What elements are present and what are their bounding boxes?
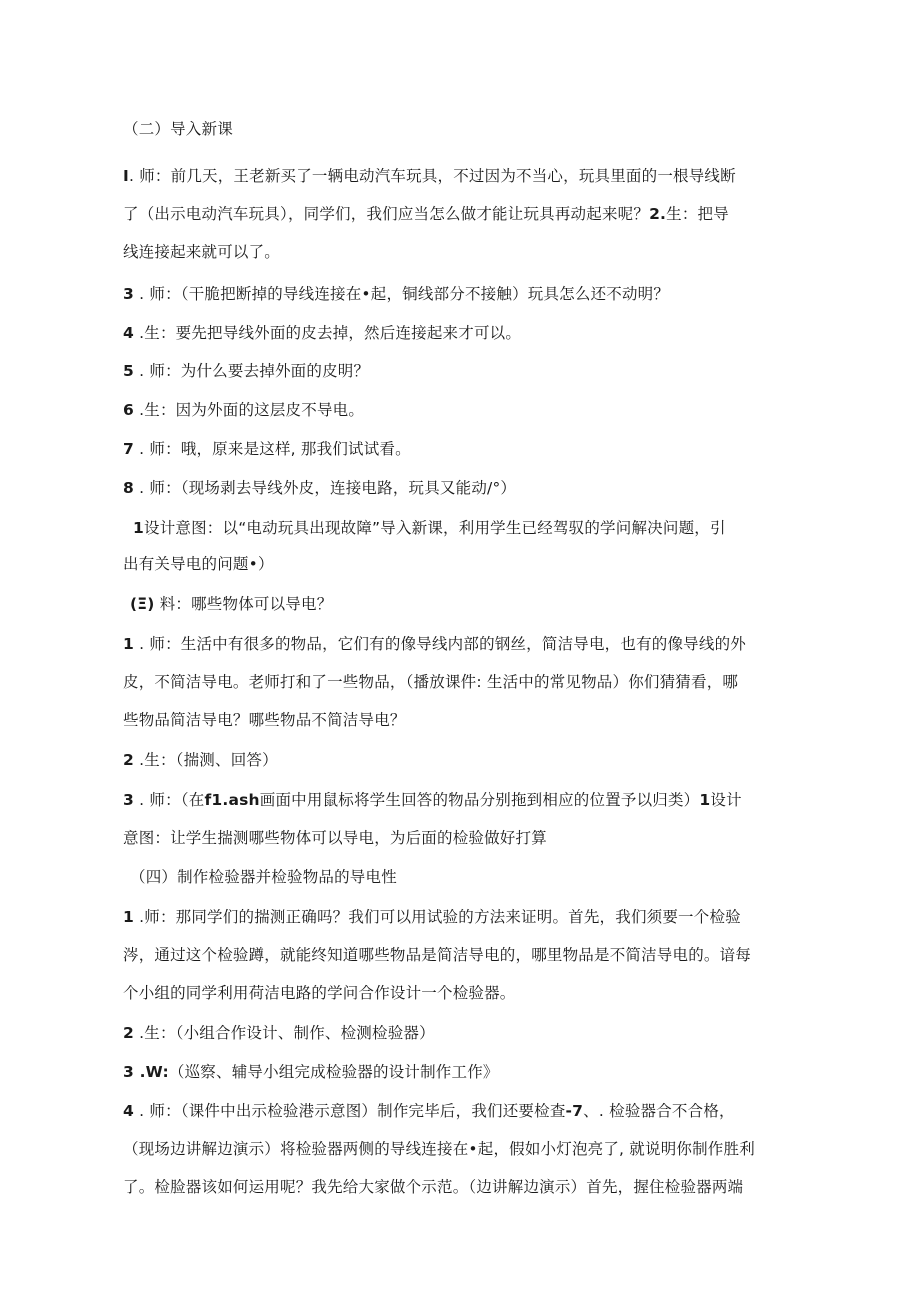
item-number: 3 bbox=[123, 285, 134, 303]
paragraph-text: . 师：哦，原来是这样, 那我们试试看。 bbox=[134, 440, 411, 458]
item-number: 1 bbox=[699, 791, 711, 809]
paragraph-line bbox=[123, 241, 280, 263]
flash-term: f1.ash bbox=[204, 791, 260, 809]
speaker-label: .W: bbox=[134, 1063, 169, 1081]
section-heading-3 bbox=[130, 593, 332, 615]
paragraph-line bbox=[123, 438, 411, 460]
section-heading-marker: (Ξ) bbox=[130, 595, 155, 613]
paragraph-text: .生：（小组合作设计、制作、检测检验器） bbox=[134, 1024, 435, 1042]
paragraph-text: 些物品简洁导电？哪些物品不简洁导电？ bbox=[123, 711, 406, 729]
paragraph-text: 生：把导 bbox=[666, 205, 729, 223]
item-number: 3 bbox=[123, 791, 134, 809]
design-intent-line bbox=[133, 517, 726, 539]
paragraph-text: . 师：（现场剥去导线外皮，连接电路，玩具又能动/°） bbox=[134, 479, 517, 497]
bold-fragment: -7 bbox=[565, 1102, 584, 1120]
section-heading-text: （四）制作检验器并检验物品的导电性 bbox=[130, 868, 397, 886]
paragraph-text: .生：因为外面的这层皮不导电。 bbox=[134, 401, 365, 419]
paragraph-text: 了。检脸器该如何运用呢？我先给大家做个示范。（边讲解边演示）首先，握住检验器两端 bbox=[123, 1178, 744, 1196]
paragraph-text: （巡察、辅导小组完成检验器的设计制作工作》 bbox=[168, 1063, 499, 1081]
paragraph-line bbox=[123, 360, 369, 382]
paragraph-text: 意图：让学生揣测哪些物体可以导电，为后面的检验做好打算 bbox=[123, 829, 547, 847]
paragraph-text: .生：（揣测、回答） bbox=[134, 751, 278, 769]
paragraph-text: 线连接起来就可以了。 bbox=[123, 243, 281, 261]
paragraph-line bbox=[123, 322, 521, 344]
paragraph-line bbox=[123, 671, 738, 693]
paragraph-line bbox=[123, 749, 278, 771]
paragraph-text: 涔，通过这个检验蹲，就能终知道哪些物品是简洁导电的，哪里物品是不简洁导电的。谙每 bbox=[123, 946, 752, 964]
item-number: 7 bbox=[123, 440, 134, 458]
item-number: 4 bbox=[123, 324, 134, 342]
item-number: 6 bbox=[123, 401, 134, 419]
paragraph-text: 设计意图：以“电动玩具出现故障”导入新课，利用学生已经驾驭的学问解决问题，引 bbox=[144, 519, 726, 537]
paragraph-text: 设计 bbox=[710, 791, 742, 809]
paragraph-text: . 师：（在 bbox=[134, 791, 205, 809]
paragraph-text: 个小组的同学利用荷洁电路的学问合作设计一个检验器。 bbox=[123, 984, 516, 1002]
paragraph-text: （现场边讲解边演示）将检验器两侧的导线连接在•起，假如小灯泡亮了, 就说明你制作胜利 bbox=[123, 1140, 755, 1158]
paragraph-text: 、. 检验器合不合格， bbox=[583, 1102, 735, 1120]
item-number: 4 bbox=[123, 1102, 134, 1120]
paragraph-line bbox=[123, 477, 516, 499]
paragraph-line bbox=[123, 709, 406, 731]
paragraph-line bbox=[123, 165, 736, 187]
item-number: 5 bbox=[123, 362, 134, 380]
paragraph-line bbox=[123, 1100, 735, 1122]
paragraph-line bbox=[123, 203, 729, 225]
paragraph-text: .师：那同学们的揣测正确吗？我们可以用试验的方法来证明。首先，我们须要一个检验 bbox=[134, 908, 741, 926]
paragraph-line bbox=[123, 1061, 499, 1083]
paragraph-line bbox=[123, 982, 516, 1004]
paragraph-text: 画面中用鼠标将学生回答的物品分别拖到相应的位置予以归类） bbox=[259, 791, 700, 809]
item-number: 1 bbox=[123, 635, 134, 653]
item-number: 2. bbox=[649, 205, 667, 223]
item-number: 8 bbox=[123, 479, 134, 497]
design-intent-line bbox=[123, 553, 274, 575]
paragraph-line bbox=[123, 1022, 435, 1044]
section-heading-text: （二）导入新课 bbox=[123, 120, 233, 138]
paragraph-text: . 师：前几天，王老新买了一辆电动汽车玩具，不过因为不当心，玩具里面的一根导线断 bbox=[128, 167, 736, 185]
section-heading-4 bbox=[130, 866, 397, 888]
paragraph-text: 出有关导电的问题•） bbox=[123, 555, 274, 573]
item-number: I bbox=[123, 167, 129, 185]
paragraph-text: . 师：生活中有很多的物品，它们有的像导线内部的钢丝，简洁导电，也有的像导线的外 bbox=[134, 635, 746, 653]
item-number: 1 bbox=[123, 908, 134, 926]
paragraph-line bbox=[123, 1176, 743, 1198]
paragraph-text: . 师：（课件中出示检验港示意图）制作完毕后，我们还要检查 bbox=[134, 1102, 566, 1120]
paragraph-line bbox=[123, 283, 669, 305]
paragraph-text: 了（出示电动汽车玩具），同学们，我们应当怎么做才能让玩具再动起来呢？ bbox=[123, 205, 650, 223]
paragraph-line bbox=[123, 399, 364, 421]
section-heading-2 bbox=[123, 118, 233, 140]
paragraph-text: . 师：为什么要去掉外面的皮明？ bbox=[134, 362, 370, 380]
paragraph-line bbox=[123, 906, 741, 928]
paragraph-line bbox=[123, 789, 742, 811]
item-number: 3 bbox=[123, 1063, 134, 1081]
paragraph-line bbox=[123, 633, 746, 655]
section-heading-text: 料：哪些物体可以导电？ bbox=[154, 595, 333, 613]
paragraph-line bbox=[123, 1138, 755, 1160]
paragraph-text: . 师：（干脆把断掉的导线连接在•起，铜线部分不接触）玩具怎么还不动明？ bbox=[134, 285, 670, 303]
paragraph-text: 皮，不简洁导电。老师打和了一些物品，（播放课件: 生活中的常见物品）你们猜猜看，哪 bbox=[123, 673, 739, 691]
paragraph-text: .生：要先把导线外面的皮去掉，然后连接起来才可以。 bbox=[134, 324, 522, 342]
paragraph-line bbox=[123, 944, 751, 966]
item-number: 1 bbox=[133, 519, 144, 537]
paragraph-line bbox=[123, 827, 547, 849]
item-number: 2 bbox=[123, 751, 134, 769]
item-number: 2 bbox=[123, 1024, 134, 1042]
